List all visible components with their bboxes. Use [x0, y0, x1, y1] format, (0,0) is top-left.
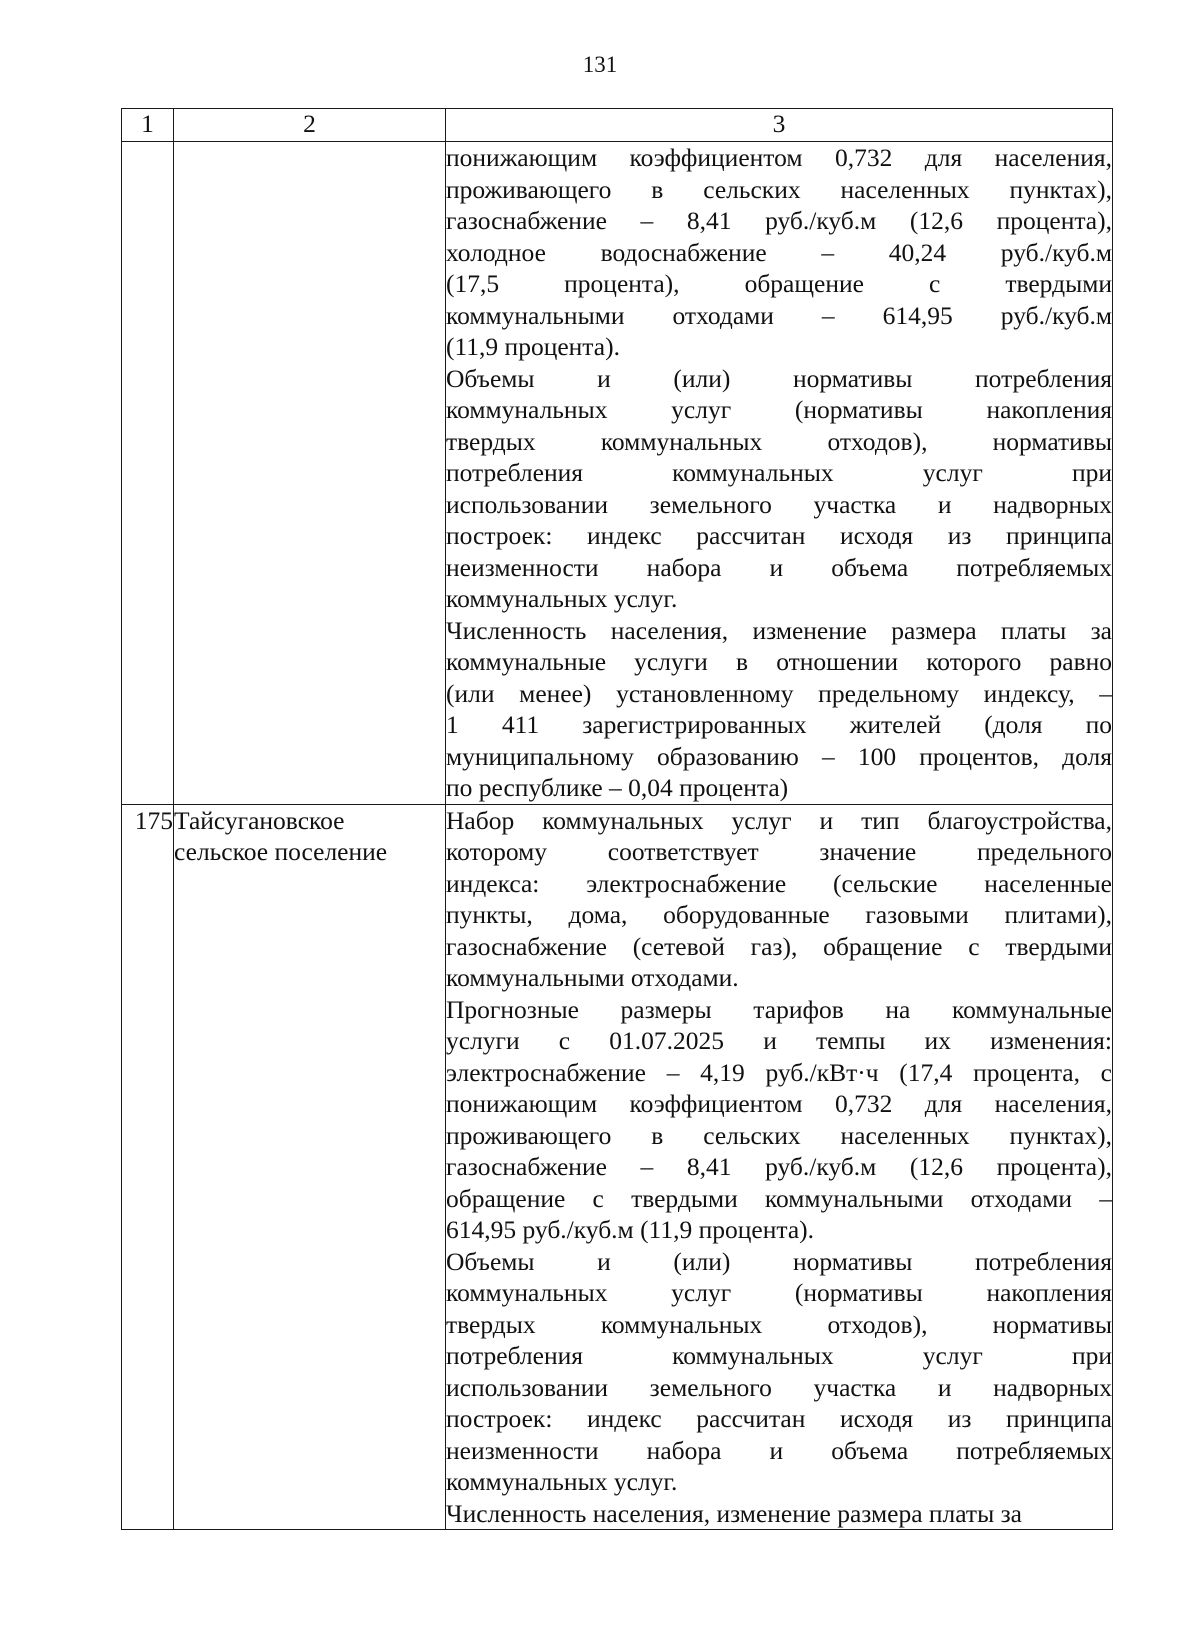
text-line: Численность населения, изменение размера платы за	[446, 1498, 1022, 1528]
text-line: по республике – 0,04 процента)	[446, 773, 789, 802]
municipality-name-cell	[174, 142, 446, 805]
text-line: холодное водоснабжение – 40,24 руб./куб.м	[446, 237, 1112, 267]
table-header-row	[122, 109, 1113, 142]
text-line: коммунальные услуги в отношении которого равно	[446, 647, 1112, 676]
text-line: муниципальному образованию – 100 процентов, доля	[446, 741, 1112, 771]
text-line: Набор коммунальных услуг и тип благоустройства,	[446, 805, 1112, 835]
text-line: 614,95 руб./куб.м (11,9 процента).	[446, 1215, 815, 1244]
header-cell-2: 2	[174, 109, 446, 142]
text-line: которому соответствует значение предельного	[446, 837, 1112, 866]
row-number-cell: 175	[122, 804, 174, 1530]
text-line: использовании земельного участка и надворных	[446, 1372, 1112, 1402]
tariff-description-cell	[446, 804, 1113, 1530]
text-line: пункты, дома, оборудованные газовыми плитами),	[446, 900, 1112, 929]
paragraph	[446, 1246, 1112, 1498]
text-line: коммунальных услуг.	[446, 1467, 678, 1496]
text-line: Объемы и (или) нормативы потребления	[446, 363, 1112, 393]
text-line: (11,9 процента).	[446, 332, 620, 361]
text-line: использовании земельного участка и надворных	[446, 489, 1112, 519]
text-line: коммунальных услуг (нормативы накопления	[446, 1278, 1112, 1307]
text-line: понижающим коэффициентом 0,732 для населения,	[446, 1089, 1112, 1118]
text-line: построек: индекс рассчитан исходя из принципа	[446, 521, 1112, 550]
paragraph	[446, 805, 1112, 994]
paragraph	[446, 994, 1112, 1246]
text-line: услуги с 01.07.2025 и темпы их изменения:	[446, 1026, 1112, 1055]
table-row	[122, 804, 1113, 1530]
text-line: коммунальными отходами.	[446, 963, 739, 992]
tariff-description-cell	[446, 142, 1113, 805]
municipality-name-line: Тайсугановское	[174, 805, 345, 835]
text-line: газоснабжение (сетевой газ), обращение с твердыми	[446, 931, 1112, 961]
text-line: неизменности набора и объема потребляемых	[446, 552, 1112, 582]
page-number: 131	[582, 52, 618, 77]
municipality-name-line: сельское поселение	[174, 837, 388, 866]
text-line: обращение с твердыми коммунальными отходами –	[446, 1183, 1112, 1213]
text-line: коммунальных услуг (нормативы накопления	[446, 395, 1112, 424]
text-line: неизменности набора и объема потребляемых	[446, 1435, 1112, 1465]
tariff-table	[121, 108, 1113, 1530]
text-line: построек: индекс рассчитан исходя из принципа	[446, 1404, 1112, 1433]
text-line: газоснабжение – 8,41 руб./куб.м (12,6 процента),	[446, 206, 1112, 235]
paragraph	[446, 142, 1112, 363]
text-line: коммунальных услуг.	[446, 584, 678, 613]
text-line: (или менее) установленному предельному индексу, –	[446, 678, 1112, 708]
text-line: индекса: электроснабжение (сельские населенные	[446, 868, 1112, 898]
paragraph	[446, 615, 1112, 804]
text-line: Численность населения, изменение размера платы за	[446, 615, 1112, 645]
paragraph	[446, 1498, 1112, 1530]
table-row	[122, 142, 1113, 805]
text-line: газоснабжение – 8,41 руб./куб.м (12,6 процента),	[446, 1152, 1112, 1181]
paragraph	[446, 363, 1112, 615]
text-line: 1 411 зарегистрированных жителей (доля по	[446, 710, 1112, 739]
text-line: твердых коммунальных отходов), нормативы	[446, 426, 1112, 456]
text-line: твердых коммунальных отходов), нормативы	[446, 1309, 1112, 1339]
text-line: проживающего в сельских населенных пунктах),	[446, 1120, 1112, 1150]
row-number-cell	[122, 142, 174, 805]
header-cell-3: 3	[446, 109, 1113, 142]
text-line: понижающим коэффициентом 0,732 для населения,	[446, 143, 1112, 172]
text-line: Прогнозные размеры тарифов на коммунальные	[446, 994, 1112, 1024]
text-line: (17,5 процента), обращение с твердыми	[446, 269, 1112, 298]
header-cell-1: 1	[122, 109, 174, 142]
text-line: потребления коммунальных услуг при	[446, 1341, 1112, 1370]
text-line: проживающего в сельских населенных пунктах),	[446, 174, 1112, 204]
municipality-name-cell	[174, 804, 446, 1530]
text-line: Объемы и (или) нормативы потребления	[446, 1246, 1112, 1276]
text-line: потребления коммунальных услуг при	[446, 458, 1112, 487]
text-line: коммунальными отходами – 614,95 руб./куб.м	[446, 300, 1112, 330]
text-line: электроснабжение – 4,19 руб./кВт·ч (17,4 процента, с	[446, 1057, 1112, 1087]
